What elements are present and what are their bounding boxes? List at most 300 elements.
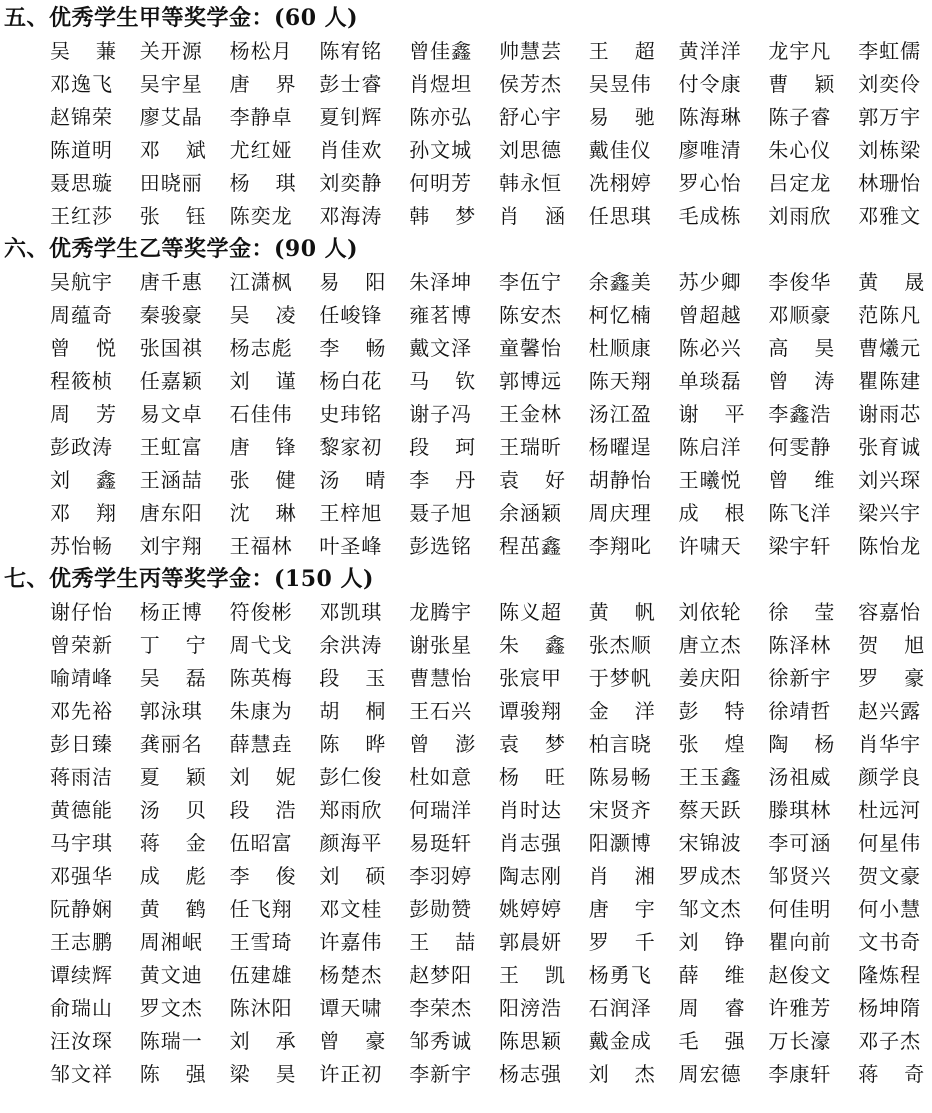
student-name: 曾 悦 <box>50 336 116 360</box>
student-name: 邓先裕 <box>50 699 113 723</box>
name-row <box>50 992 930 1025</box>
name-row <box>50 200 930 233</box>
student-name: 杨松月 <box>229 39 293 63</box>
name-row <box>50 926 930 959</box>
student-name: 刘奕伶 <box>858 72 922 96</box>
student-name: 刘 鑫 <box>50 468 116 492</box>
student-name: 田晓丽 <box>139 171 203 195</box>
student-name: 曹爔元 <box>858 336 922 360</box>
student-name: 邓顺豪 <box>768 303 832 327</box>
student-name: 伍建雄 <box>229 963 293 987</box>
student-name: 林珊怡 <box>858 171 922 195</box>
student-name: 李伍宁 <box>499 270 562 294</box>
student-name: 陈亦弘 <box>409 105 473 129</box>
student-name: 孙文城 <box>409 138 473 162</box>
student-name: 朱心仪 <box>768 138 832 162</box>
name-row <box>50 266 930 299</box>
student-name: 童馨怡 <box>499 336 562 360</box>
student-name: 周 睿 <box>678 996 745 1020</box>
student-name: 吴 凌 <box>229 303 296 327</box>
student-name: 符俊彬 <box>229 600 293 624</box>
student-name: 苏怡畅 <box>50 534 113 558</box>
student-name: 李荣杰 <box>409 996 473 1020</box>
student-name: 周弋戈 <box>229 633 293 657</box>
student-name: 梁兴宇 <box>858 501 922 525</box>
student-name: 唐东阳 <box>139 501 203 525</box>
student-name: 曾 豪 <box>319 1029 386 1053</box>
student-name: 杨勇飞 <box>588 963 652 987</box>
student-name: 文书奇 <box>858 930 922 954</box>
student-name: 李新宇 <box>409 1062 473 1086</box>
student-name: 曾 澎 <box>409 732 476 756</box>
student-name: 于梦帆 <box>588 666 652 690</box>
student-name: 陈泽林 <box>768 633 832 657</box>
student-name: 易文卓 <box>139 402 203 426</box>
student-name: 袁 好 <box>499 468 565 492</box>
student-name: 杜如意 <box>409 765 473 789</box>
student-name: 胡静怡 <box>588 468 652 492</box>
student-name: 刘 谨 <box>229 369 296 393</box>
student-name: 吴昱伟 <box>588 72 652 96</box>
student-name: 邹文祥 <box>50 1062 113 1086</box>
student-name: 唐 界 <box>229 72 296 96</box>
name-row <box>50 827 930 860</box>
student-name: 陈易畅 <box>588 765 652 789</box>
student-name: 周 芳 <box>50 402 116 426</box>
student-name: 罗成杰 <box>678 864 742 888</box>
student-name: 张 煌 <box>678 732 745 756</box>
student-name: 陈飞洋 <box>768 501 832 525</box>
student-name: 许雅芳 <box>768 996 832 1020</box>
student-name: 李羽婷 <box>409 864 473 888</box>
student-name: 单琰磊 <box>678 369 742 393</box>
student-name: 赵兴露 <box>858 699 922 723</box>
student-name: 邓文桂 <box>319 897 383 921</box>
student-name: 邹文杰 <box>678 897 742 921</box>
student-name: 陈思颖 <box>499 1029 562 1053</box>
student-name: 李可涵 <box>768 831 832 855</box>
student-name: 陈英梅 <box>229 666 293 690</box>
student-name: 梁 昊 <box>229 1062 296 1086</box>
student-name: 肖煜坦 <box>409 72 473 96</box>
student-name: 梁宇轩 <box>768 534 832 558</box>
student-name: 何小慧 <box>858 897 922 921</box>
student-name: 余鑫美 <box>588 270 652 294</box>
student-name: 万长濠 <box>768 1029 832 1053</box>
student-name: 姚婷婷 <box>499 897 562 921</box>
student-name: 肖 涵 <box>499 204 565 228</box>
student-name: 杨坤隋 <box>858 996 922 1020</box>
student-name: 彭日臻 <box>50 732 113 756</box>
student-name: 戴佳仪 <box>588 138 652 162</box>
student-name: 隆炼程 <box>858 963 922 987</box>
student-name: 喻靖峰 <box>50 666 113 690</box>
student-name: 王 喆 <box>409 930 476 954</box>
student-name: 柯忆楠 <box>588 303 652 327</box>
student-name: 徐靖哲 <box>768 699 832 723</box>
student-name: 谢子冯 <box>409 402 473 426</box>
student-name: 陈宥铭 <box>319 39 383 63</box>
name-row <box>50 167 930 200</box>
student-name: 聂子旭 <box>409 501 473 525</box>
student-name: 杨志强 <box>499 1062 562 1086</box>
name-row <box>50 299 930 332</box>
student-name: 石佳伟 <box>229 402 293 426</box>
student-name: 张 健 <box>229 468 296 492</box>
student-name: 汤祖威 <box>768 765 832 789</box>
student-name: 廖艾晶 <box>139 105 203 129</box>
student-name: 谭天啸 <box>319 996 383 1020</box>
student-name: 曹 颖 <box>768 72 835 96</box>
student-name: 夏 颖 <box>139 765 206 789</box>
student-name: 颜学良 <box>858 765 922 789</box>
student-name: 苏少卿 <box>678 270 742 294</box>
student-name: 滕琪林 <box>768 798 832 822</box>
student-name: 汤 贝 <box>139 798 206 822</box>
student-name: 陶志刚 <box>499 864 562 888</box>
student-name: 张国祺 <box>139 336 203 360</box>
student-name: 赵梦阳 <box>409 963 473 987</box>
student-name: 谢 平 <box>678 402 745 426</box>
student-name: 谢张星 <box>409 633 473 657</box>
student-name: 曾 涛 <box>768 369 835 393</box>
student-name: 柏言晓 <box>588 732 652 756</box>
student-name: 邓子杰 <box>858 1029 922 1053</box>
student-name: 王石兴 <box>409 699 473 723</box>
student-name: 易 驰 <box>588 105 655 129</box>
student-name: 杨楚杰 <box>319 963 383 987</box>
student-name: 王志鹏 <box>50 930 113 954</box>
student-name: 李 畅 <box>319 336 386 360</box>
student-name: 王 凯 <box>499 963 565 987</box>
student-name: 邓雅文 <box>858 204 922 228</box>
student-name: 蒋雨洁 <box>50 765 113 789</box>
student-name: 宋锦波 <box>678 831 742 855</box>
student-name: 蒋 金 <box>139 831 206 855</box>
student-name: 王玉鑫 <box>678 765 742 789</box>
student-name: 何瑞洋 <box>409 798 473 822</box>
student-name: 汪汝琛 <box>50 1029 113 1053</box>
student-name: 吕定龙 <box>768 171 832 195</box>
student-name: 周宏德 <box>678 1062 742 1086</box>
student-name: 蒋 奇 <box>858 1062 925 1086</box>
student-name: 李俊华 <box>768 270 832 294</box>
student-name: 关开源 <box>139 39 203 63</box>
student-name: 郭泳琪 <box>139 699 203 723</box>
student-name: 许嘉伟 <box>319 930 383 954</box>
student-name: 何佳明 <box>768 897 832 921</box>
name-row <box>50 134 930 167</box>
student-name: 段 浩 <box>229 798 296 822</box>
student-name: 史玮铭 <box>319 402 383 426</box>
name-row <box>50 794 930 827</box>
student-name: 彭选铭 <box>409 534 473 558</box>
student-name: 杜远河 <box>858 798 922 822</box>
student-name: 谢雨芯 <box>858 402 922 426</box>
student-name: 曹慧怡 <box>409 666 473 690</box>
student-name: 朱 鑫 <box>499 633 565 657</box>
student-name: 陈瑞一 <box>139 1029 203 1053</box>
name-row <box>50 860 930 893</box>
student-name: 谭续辉 <box>50 963 113 987</box>
student-name: 成 根 <box>678 501 745 525</box>
student-name: 赵俊文 <box>768 963 832 987</box>
name-row <box>50 530 930 563</box>
student-name: 韩永恒 <box>499 171 562 195</box>
student-name: 汤江盈 <box>588 402 652 426</box>
student-name: 戴金成 <box>588 1029 652 1053</box>
student-name: 谭骏翔 <box>499 699 562 723</box>
student-name: 付令康 <box>678 72 742 96</box>
student-name: 王瑞昕 <box>499 435 562 459</box>
student-name: 刘雨欣 <box>768 204 832 228</box>
student-name: 李 俊 <box>229 864 296 888</box>
student-name: 俞瑞山 <box>50 996 113 1020</box>
student-name: 邓 翔 <box>50 501 116 525</box>
student-name: 陈海琳 <box>678 105 742 129</box>
name-row <box>50 398 930 431</box>
student-name: 吴 蒹 <box>50 39 116 63</box>
student-name: 罗 豪 <box>858 666 925 690</box>
student-name: 何雯静 <box>768 435 832 459</box>
student-name: 张杰顺 <box>588 633 652 657</box>
student-name: 黄文迪 <box>139 963 203 987</box>
name-row <box>50 365 930 398</box>
student-name: 王雪琦 <box>229 930 293 954</box>
student-name: 陈道明 <box>50 138 113 162</box>
student-name: 刘奕静 <box>319 171 383 195</box>
student-name: 余涵颖 <box>499 501 562 525</box>
student-name: 程筱桢 <box>50 369 113 393</box>
student-name: 王梓旭 <box>319 501 383 525</box>
student-name: 陶 杨 <box>768 732 835 756</box>
student-name: 成 彪 <box>139 864 206 888</box>
student-name: 叶圣峰 <box>319 534 383 558</box>
student-name: 唐立杰 <box>678 633 742 657</box>
student-name: 周庆理 <box>588 501 652 525</box>
student-name: 周蕴奇 <box>50 303 113 327</box>
student-name: 龚丽名 <box>139 732 203 756</box>
student-name: 许啸天 <box>678 534 742 558</box>
student-name: 黄 晟 <box>858 270 925 294</box>
student-name: 丁 宁 <box>139 633 206 657</box>
student-name: 郭晨妍 <box>499 930 562 954</box>
student-name: 薛慧垚 <box>229 732 293 756</box>
student-name: 雍茗博 <box>409 303 473 327</box>
student-name: 肖华宇 <box>858 732 922 756</box>
student-name: 唐 锋 <box>229 435 296 459</box>
student-name: 肖 湘 <box>588 864 655 888</box>
student-name: 何星伟 <box>858 831 922 855</box>
student-name: 郑雨欣 <box>319 798 383 822</box>
student-name: 郭万宇 <box>858 105 922 129</box>
student-name: 邓凯琪 <box>319 600 383 624</box>
student-name: 曾荣新 <box>50 633 113 657</box>
name-row <box>50 35 930 68</box>
student-name: 李翔叱 <box>588 534 652 558</box>
student-name: 陈启洋 <box>678 435 742 459</box>
student-name: 瞿陈建 <box>858 369 922 393</box>
student-name: 王 超 <box>588 39 655 63</box>
student-name: 王红莎 <box>50 204 113 228</box>
student-name: 黎家初 <box>319 435 383 459</box>
student-name: 彭政涛 <box>50 435 113 459</box>
student-name: 陈 强 <box>139 1062 206 1086</box>
student-name: 贺 旭 <box>858 633 925 657</box>
student-name: 徐新宇 <box>768 666 832 690</box>
student-name: 邓逸飞 <box>50 72 113 96</box>
student-name: 李康轩 <box>768 1062 832 1086</box>
student-name: 陈怡龙 <box>858 534 922 558</box>
student-name: 尤红娅 <box>229 138 293 162</box>
student-name: 阳滂浩 <box>499 996 562 1020</box>
student-name: 阮静娴 <box>50 897 113 921</box>
student-name: 陈必兴 <box>678 336 742 360</box>
student-name: 马宇琪 <box>50 831 113 855</box>
student-name: 冼栩婷 <box>588 171 652 195</box>
student-name: 龙宇凡 <box>768 39 832 63</box>
student-name: 李鑫浩 <box>768 402 832 426</box>
student-name: 陈 晔 <box>319 732 386 756</box>
student-name: 刘 杰 <box>588 1062 655 1086</box>
student-name: 薛 维 <box>678 963 745 987</box>
names-grid <box>50 266 930 563</box>
student-name: 任飞翔 <box>229 897 293 921</box>
names-grid <box>50 35 930 233</box>
name-row <box>50 101 930 134</box>
names-grid <box>50 596 930 1091</box>
section-heading: 五、优秀学生甲等奖学金：(60 人) <box>4 5 359 31</box>
student-name: 彭 特 <box>678 699 745 723</box>
name-row <box>50 893 930 926</box>
name-row <box>50 761 930 794</box>
student-name: 杨志彪 <box>229 336 293 360</box>
student-name: 龙腾宇 <box>409 600 473 624</box>
student-name: 任峻锋 <box>319 303 383 327</box>
section-heading: 七、优秀学生丙等奖学金：(150 人) <box>4 566 374 592</box>
student-name: 蔡天跃 <box>678 798 742 822</box>
student-name: 杜顺康 <box>588 336 652 360</box>
student-name: 张 钰 <box>139 204 206 228</box>
section-heading: 六、优秀学生乙等奖学金：(90 人) <box>4 236 359 262</box>
student-name: 杨曜逞 <box>588 435 652 459</box>
name-row <box>50 464 930 497</box>
student-name: 程茁鑫 <box>499 534 562 558</box>
student-name: 刘栋梁 <box>858 138 922 162</box>
student-name: 陈子睿 <box>768 105 832 129</box>
student-name: 陈天翔 <box>588 369 652 393</box>
student-name: 黄 帆 <box>588 600 655 624</box>
student-name: 毛成栋 <box>678 204 742 228</box>
student-name: 胡 桐 <box>319 699 386 723</box>
student-name: 刘 承 <box>229 1029 296 1053</box>
student-name: 何明芳 <box>409 171 473 195</box>
student-name: 秦骏豪 <box>139 303 203 327</box>
student-name: 石润泽 <box>588 996 652 1020</box>
student-name: 马 钦 <box>409 369 476 393</box>
student-name: 邓海涛 <box>319 204 383 228</box>
student-name: 周湘岷 <box>139 930 203 954</box>
student-name: 吴 磊 <box>139 666 206 690</box>
student-name: 唐 宇 <box>588 897 655 921</box>
student-name: 姜庆阳 <box>678 666 742 690</box>
student-name: 刘思德 <box>499 138 562 162</box>
student-name: 黄 鹤 <box>139 897 206 921</box>
student-name: 张宸甲 <box>499 666 562 690</box>
student-name: 肖时达 <box>499 798 562 822</box>
student-name: 金 洋 <box>588 699 655 723</box>
student-name: 廖唯清 <box>678 138 742 162</box>
student-name: 瞿向前 <box>768 930 832 954</box>
student-name: 徐 莹 <box>768 600 835 624</box>
student-name: 侯芳杰 <box>499 72 562 96</box>
student-name: 王虹富 <box>139 435 203 459</box>
student-name: 段 珂 <box>409 435 476 459</box>
student-name: 王涵喆 <box>139 468 203 492</box>
student-name: 汤 晴 <box>319 468 386 492</box>
student-name: 许正初 <box>319 1062 383 1086</box>
student-name: 刘 硕 <box>319 864 386 888</box>
student-name: 李静卓 <box>229 105 293 129</box>
student-name: 曾佳鑫 <box>409 39 473 63</box>
student-name: 赵锦荣 <box>50 105 113 129</box>
student-name: 刘依轮 <box>678 600 742 624</box>
student-name: 邓强华 <box>50 864 113 888</box>
student-name: 陈安杰 <box>499 303 562 327</box>
student-name: 韩 梦 <box>409 204 476 228</box>
name-row <box>50 662 930 695</box>
student-name: 彭士睿 <box>319 72 383 96</box>
name-row <box>50 497 930 530</box>
student-name: 范陈凡 <box>858 303 922 327</box>
student-name: 戴文泽 <box>409 336 473 360</box>
student-name: 罗 千 <box>588 930 655 954</box>
student-name: 帅慧芸 <box>499 39 562 63</box>
name-row <box>50 332 930 365</box>
student-name: 邓 斌 <box>139 138 206 162</box>
student-name: 刘 妮 <box>229 765 296 789</box>
student-name: 陈义超 <box>499 600 562 624</box>
name-row <box>50 68 930 101</box>
student-name: 贺文豪 <box>858 864 922 888</box>
student-name: 邹贤兴 <box>768 864 832 888</box>
student-name: 肖志强 <box>499 831 562 855</box>
student-name: 沈 琳 <box>229 501 296 525</box>
student-name: 毛 强 <box>678 1029 745 1053</box>
student-name: 郭博远 <box>499 369 562 393</box>
name-row <box>50 629 930 662</box>
student-name: 任嘉颖 <box>139 369 203 393</box>
student-name: 杨白花 <box>319 369 383 393</box>
student-name: 彭勋赞 <box>409 897 473 921</box>
student-name: 王金林 <box>499 402 562 426</box>
student-name: 罗心怡 <box>678 171 742 195</box>
student-name: 易 阳 <box>319 270 386 294</box>
student-name: 伍昭富 <box>229 831 293 855</box>
name-row <box>50 1025 930 1058</box>
student-name: 杨正博 <box>139 600 203 624</box>
student-name: 吴宇星 <box>139 72 203 96</box>
student-name: 黄德能 <box>50 798 113 822</box>
student-name: 唐千惠 <box>139 270 203 294</box>
name-row <box>50 695 930 728</box>
student-name: 任思琪 <box>588 204 652 228</box>
student-name: 李虹儒 <box>858 39 922 63</box>
student-name: 邹秀诚 <box>409 1029 473 1053</box>
student-name: 舒心宇 <box>499 105 562 129</box>
student-name: 宋贤齐 <box>588 798 652 822</box>
student-name: 肖佳欢 <box>319 138 383 162</box>
